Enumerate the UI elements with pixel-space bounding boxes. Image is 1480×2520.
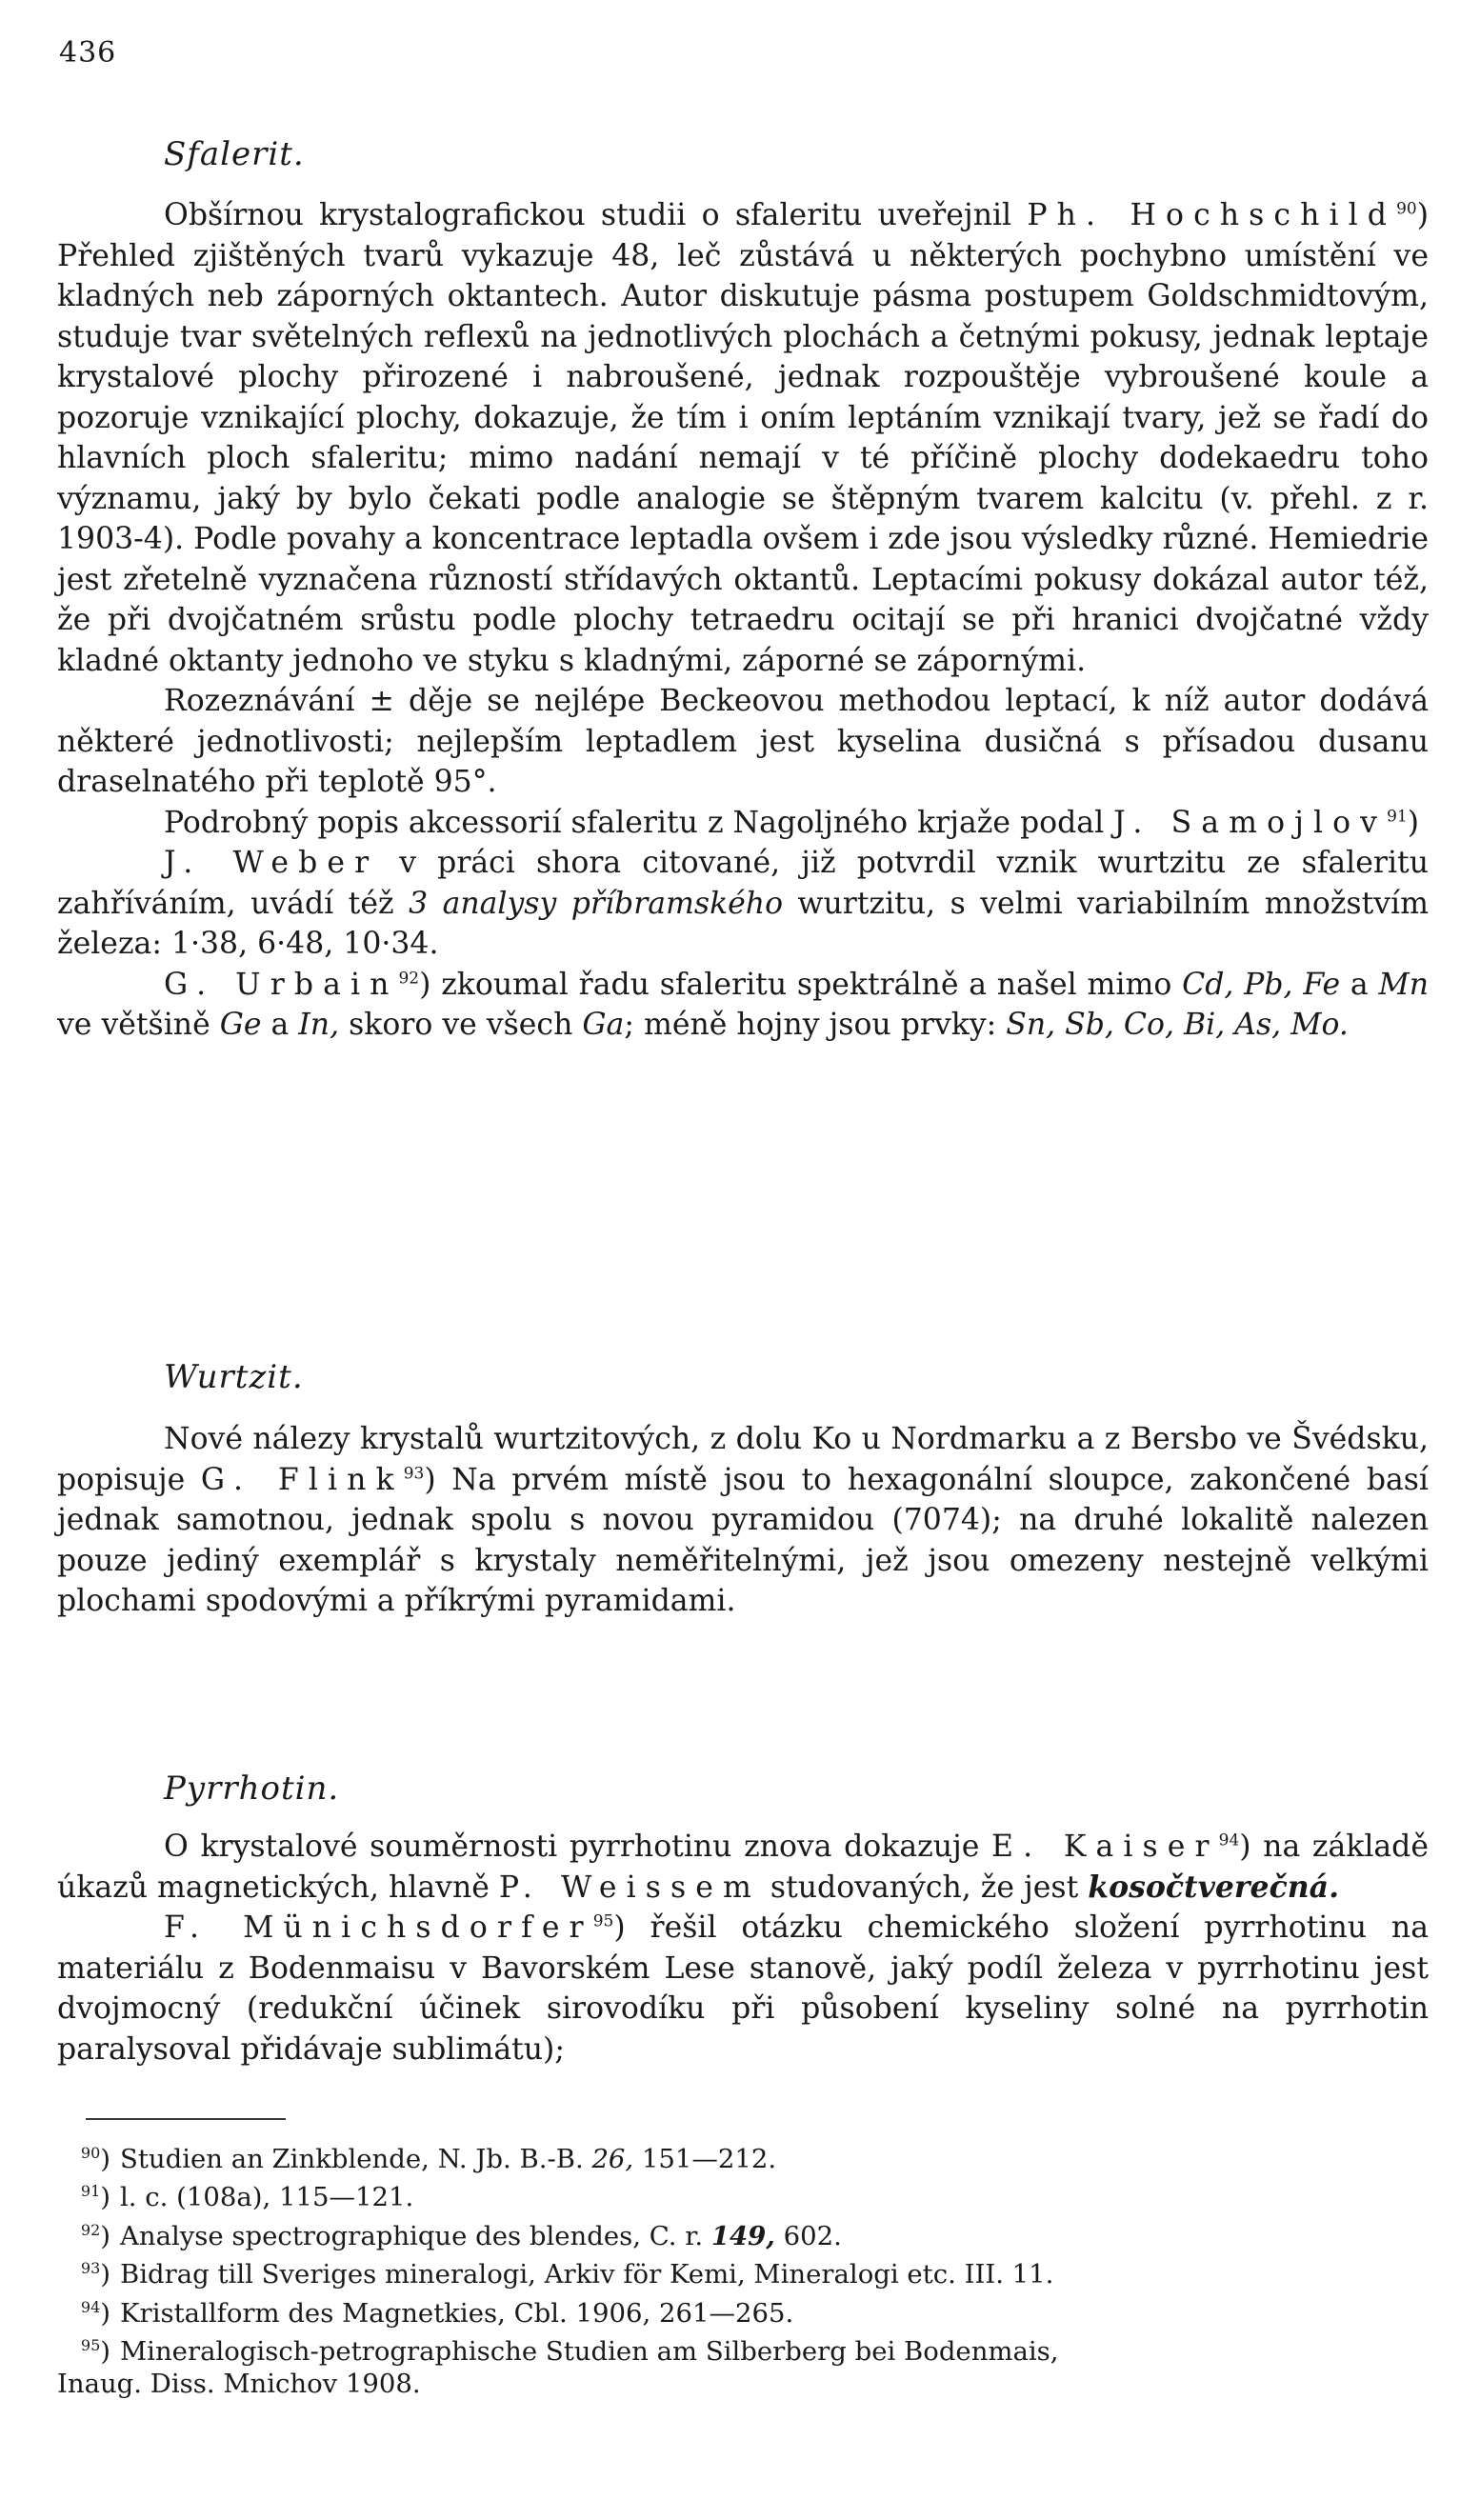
paragraph-sfalerit-1 [57,195,1429,681]
author-name: G. Urbain [164,967,399,1002]
footnote-number-text: 91 [80,2182,101,2201]
footnote-92 [57,2214,1429,2252]
footnote-text: Kristallform des Magnetkies, Cbl. 1906, 261—265. [120,2297,794,2329]
footnote-ref: 91 [1387,807,1408,826]
text-run: a [261,1008,299,1042]
author-name: E. Kaiser [991,1830,1219,1864]
text-run: Rozeznávání ± děje se nejlépe Beckeovou methodou leptací, k níž autor dodává některé jednotlivosti; nejlepším leptadlem jest kyselina dusičná s přísadou dusanu draselnatého při teplotě 95°. [57,684,1429,799]
paragraph-sfalerit-2 [57,681,1429,803]
footnote-number-text: 93 [80,2259,101,2278]
footnote-ref: 94 [1218,1830,1240,1850]
text-run: ) zkoumal řadu sfaleritu spektrálně a našel mimo [419,967,1183,1002]
text-run: ; méně hojny jsou prvky: [624,1008,1007,1042]
text-run: v práci shora citované, již potvrdil vznik wurtzitu ze sfaleritu zahříváním, uvádí též [57,846,1429,921]
footnote-ref: 92 [398,969,420,988]
author-name: J. Samojlov [1113,805,1388,840]
footnote-number: $^{95}$) [80,2336,110,2368]
text-run: ) [1407,805,1419,840]
paragraph-sfalerit-4 [57,843,1429,965]
footnote-italic: 149, [710,2221,775,2252]
paragraph-sfalerit-3 [57,803,1429,844]
text-run: skoro ve všech [339,1008,583,1042]
author-name: J. Weber [164,846,379,880]
text-run: O krystalové souměrnosti pyrrhotinu znova dokazuje [164,1830,992,1864]
footnote-number: $^{93}$) [80,2259,110,2290]
paragraph-wurtzit-1 [57,1419,1429,1622]
footnote-number-text: 95 [80,2336,101,2355]
paragraph-pyrrhotin-2 [57,1908,1429,2070]
footnote-text: l. c. (108a), 115—121. [120,2182,414,2213]
section-pyrrhotin [57,1827,1429,2070]
footnote-95-continuation: Inaug. Diss. Mnichov 1908. [57,2368,421,2399]
text-run: studovaných, že jest [760,1870,1089,1905]
author-name: F. Münichsdorfer [164,1910,593,1945]
text-run: Podrobný popis akcessorií sfaleritu z Nagoljného krjaže podal [164,805,1114,840]
footnote-number-text: 90 [80,2144,101,2162]
footnote-90 [57,2137,1429,2175]
footnote-text: 151—212. [633,2144,777,2175]
author-name: Ph. Hochschild [1027,198,1397,232]
footnote-divider [86,2118,286,2120]
author-name: P. Weissem [498,1870,761,1905]
footnote-94 [57,2291,1429,2330]
text-run: ) řešil otázku chemického složení pyrrhotinu na materiálu z Bodenmaisu v Bavorském Lese stanově, jaký podíl železa v pyrrhotinu jest dvojmocný (redukční účinek sirovodíku při působení kyseliny solné na pyrrhotin paralysoval přidávaje sublimátu); [57,1910,1429,2067]
section-heading-pyrrhotin: Pyrrhotin. [164,1770,340,1808]
text-run: wurtzitu, s velmi variabilním množstvím železa: 1·38, 6·48, 10·34. [57,886,1429,961]
footnote-text: 602. [774,2221,842,2252]
page-number: 436 [59,36,117,70]
element-symbols: In, [298,1008,340,1042]
footnote-number-text: 92 [80,2220,101,2239]
text-run: ) na základě úkazů magnetických, hlavně [57,1830,1429,1905]
emphasis-text: kosočtverečná. [1088,1869,1340,1905]
text-run: a [1340,967,1379,1002]
text-run: ) Na prvém místě jsou to hexagonální sloupce, zakončené basí jednak samotnou, jednak spolu s novou pyramidou (7074); na druhé lokalitě nalezen pouze jediný exemplář s krystaly neměřitelnými, jež jsou omezeny nestejně velkými plochami spodovými a příkrými pyramidami. [57,1462,1430,1618]
element-symbols: Cd, Pb, Fe [1182,967,1341,1002]
footnote-text: Analyse spectrographique des blendes, C. r. [120,2221,711,2252]
footnote-number: $^{90}$) [80,2144,110,2175]
section-heading-wurtzit: Wurtzit. [164,1358,304,1396]
author-name: G. Flink [200,1462,404,1497]
footnote-text: Bidrag till Sveriges mineralogi, Arkiv för Kemi, Mineralogi etc. III. 11. [120,2259,1054,2290]
element-symbols: Ge [219,1008,262,1042]
element-symbols: Ga [582,1008,625,1042]
footnote-number: $^{91}$) [80,2182,110,2213]
footnote-text: Mineralogisch-petrographische Studien am Silberberg bei Bodenmais, [120,2336,1059,2368]
text-run: ) Přehled zjištěných tvarů vykazuje 48, leč zůstává u některých pochybno umístění ve kladných neb záporných oktantech. Autor diskutuje pásma postupem Goldschmidtovým, studuje tvar světelných reflexů na jednotlivých plochách a četnými pokusy, jednak leptaje krystalové plochy přirozené i nabroušené, jednak rozpouštěje vybroušené koule a pozoruje vznikající plochy, dokazuje, že tím i oním leptáním vznikají tvary, jež se řadí do hlavních ploch sfaleritu; mimo nadání nemají v té příčině plochy dodekaedru toho významu, jaký by bylo čekati podle analogie se štěpným tvarem kalcitu (v. přehl. z r. 1903-4). Podle povahy a koncentrace leptadla ovšem i zde jsou výsledky různé. Hemiedrie jest zřetelně vyznačena růzností střídavých oktantů. Leptacími pokusy dokázal autor též, že při dvojčatném srůstu podle plochy tetraedru ocitají se při hranici dvojčatné vždy kladné oktanty jednoho ve styku s kladnými, záporné se zápornými. [57,198,1429,678]
italic-text: 3 analysy příbramského [409,886,784,921]
footnote-ref: 93 [403,1464,425,1483]
footnotes [57,2137,1429,2400]
footnote-ref: 95 [592,1911,614,1931]
footnote-number: $^{92}$) [80,2220,110,2252]
element-symbols: Mn [1378,967,1430,1002]
text-run: Obšírnou krystalografickou studii o sfaleritu uveřejnil [164,198,1028,232]
section-heading-sfalerit: Sfalerit. [164,135,305,173]
paragraph-pyrrhotin-1 [57,1827,1429,1908]
paragraph-sfalerit-5 [57,965,1429,1046]
footnote-91 [57,2175,1429,2213]
footnote-number-text: 94 [80,2297,101,2316]
text-run: Nové nálezy krystalů wurtzitových, z dolu Ko u Nordmarku a z Bersbo ve Švédsku, popisuje [57,1422,1429,1497]
section-sfalerit [57,195,1429,1046]
footnote-ref: 90 [1396,199,1417,219]
section-wurtzit [57,1419,1429,1622]
footnote-93 [57,2252,1429,2290]
footnote-text: Studien an Zinkblende, N. Jb. B.-B. [120,2144,592,2175]
footnote-95 [57,2330,1429,2368]
text-run: ve většině [57,1008,220,1042]
element-symbols: Sn, Sb, Co, Bi, As, Mo. [1006,1008,1349,1042]
footnote-number: $^{94}$) [80,2297,110,2329]
footnote-italic: 26, [591,2144,634,2175]
